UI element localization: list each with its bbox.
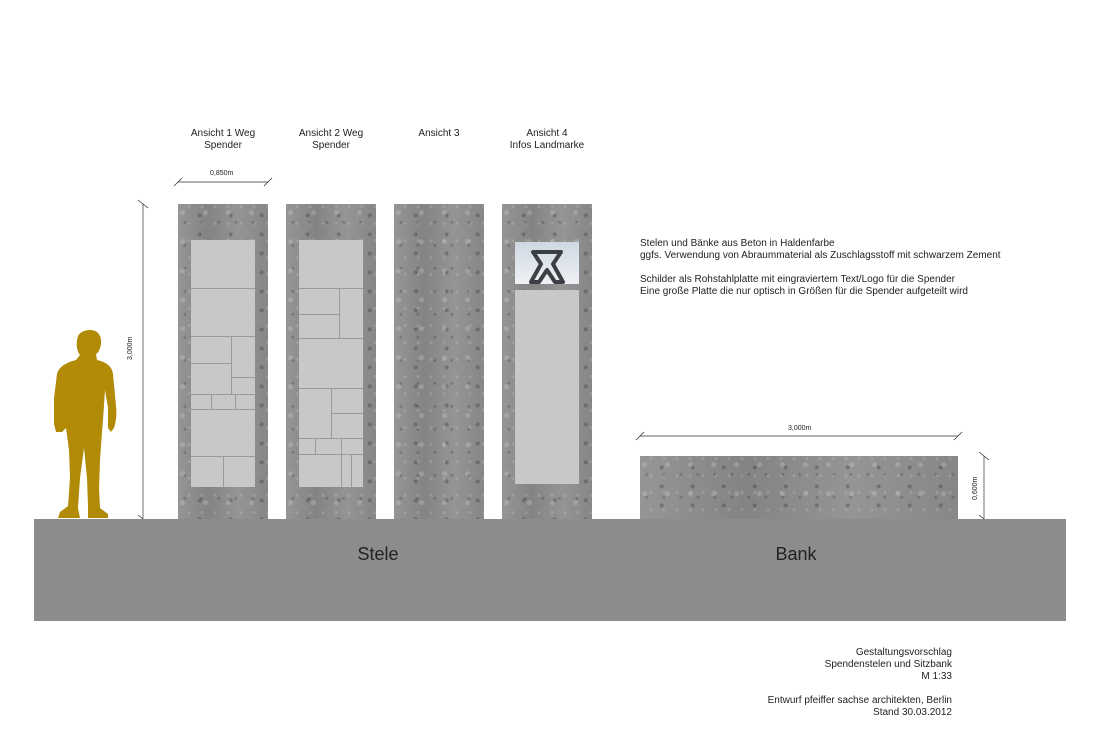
view-label-3: Ansicht 3 xyxy=(418,128,460,139)
donor-plate-2 xyxy=(299,240,363,487)
stele-4 xyxy=(502,204,592,519)
title-block xyxy=(768,647,952,719)
stele-2 xyxy=(286,204,376,519)
title-line-4: Entwurf pfeiffer sachse architekten, Berlin xyxy=(767,695,952,706)
stele-height-label: 3,000m xyxy=(127,336,134,360)
landmark-photo xyxy=(515,242,579,284)
stele-1 xyxy=(178,204,268,519)
title-line-1: Gestaltungsvorschlag xyxy=(855,647,952,658)
title-line-3: M 1:33 xyxy=(921,671,952,682)
view-label-4: Ansicht 4 Infos Landmarke xyxy=(509,128,585,151)
material-note: Stelen und Bänke aus Beton in Haldenfarbe ggfs. Verwendung von Abraummaterial als Zuschlagsstoff mit schwarzem Zement xyxy=(640,238,1001,261)
title-line-5: Stand 30.03.2012 xyxy=(873,707,952,718)
info-plate xyxy=(515,290,579,484)
stele-width-label: 0,850m xyxy=(210,170,234,177)
donor-plate-1 xyxy=(191,240,255,487)
view-label-2: Ansicht 2 Weg Spender xyxy=(298,128,364,151)
title-line-2: Spendenstelen und Sitzbank xyxy=(824,659,952,670)
ground-band xyxy=(34,519,1066,621)
bench-width-label: 3,000m xyxy=(788,425,812,432)
stele-label: Stele xyxy=(357,544,399,564)
landmark-sculpture-icon xyxy=(515,242,579,284)
stele-3 xyxy=(394,204,484,519)
bank-label: Bank xyxy=(775,544,817,564)
bench-height-label: 0,600m xyxy=(972,476,979,500)
bench xyxy=(640,456,958,519)
signs-note: Schilder als Rohstahlplatte mit eingraviertem Text/Logo für die Spender Eine große Platte die nur optisch in Größen für die Spender aufgeteilt wird xyxy=(640,274,968,297)
view-label-1: Ansicht 1 Weg Spender xyxy=(190,128,256,151)
person-silhouette xyxy=(50,328,122,522)
